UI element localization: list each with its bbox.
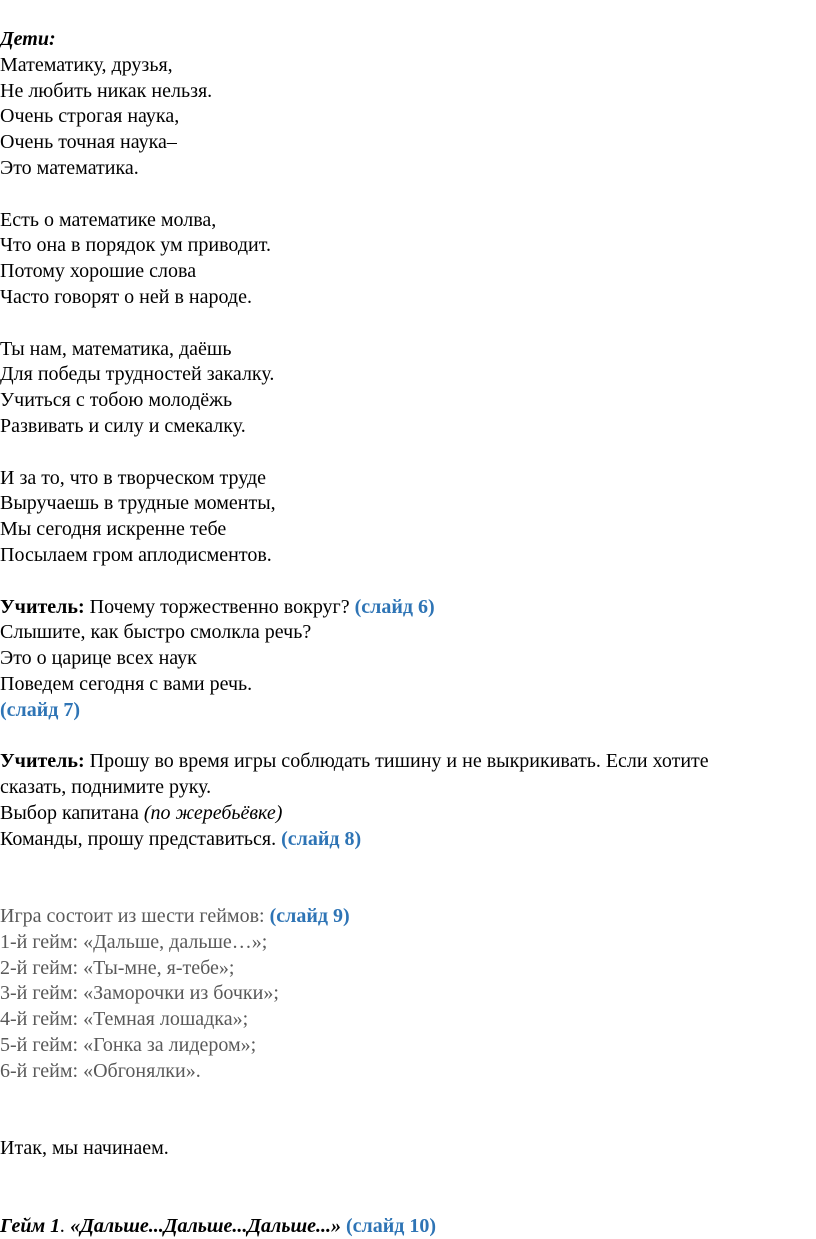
- game-list-item: 5-й гейм: «Гонка за лидером»;: [0, 1034, 257, 1057]
- teacher-line: [0, 749, 810, 775]
- speech-line: Поведем сегодня с вами речь.: [0, 672, 253, 695]
- poem-line: Для победы трудностей закалку.: [0, 363, 275, 386]
- games-intro-text: Игра состоит из шести геймов:: [0, 905, 270, 928]
- games-intro: [0, 904, 810, 930]
- game1-label: Гейм 1: [0, 1214, 61, 1237]
- poem-line: Ты нам, математика, даёшь: [0, 337, 232, 360]
- teams-text: Команды, прошу представиться.: [0, 827, 282, 850]
- speaker-label: Учитель:: [0, 750, 85, 773]
- slide-ref: (слайд 6): [354, 595, 435, 618]
- speech-line: Это о царице всех наук: [0, 647, 197, 670]
- game-list-item: 6-й гейм: «Обгонялки».: [0, 1059, 201, 1082]
- speech-line: сказать, поднимите руку.: [0, 776, 212, 799]
- teacher-block-1: [0, 595, 810, 724]
- slide-ref: (слайд 8): [281, 827, 362, 850]
- game-list-item: 2-й гейм: «Ты-мне, я-тебе»;: [0, 956, 235, 979]
- poem-stanza-1: [0, 53, 810, 182]
- teacher-block-2: [0, 749, 810, 852]
- speech-text: Почему торжественно вокруг?: [84, 595, 355, 618]
- game-list-item: 3-й гейм: «Заморочки из бочки»;: [0, 982, 279, 1005]
- speaker-label: Учитель:: [0, 595, 85, 618]
- poem-stanza-4: [0, 466, 810, 569]
- teacher-line: [0, 595, 810, 621]
- poem-line: Это математика.: [0, 156, 139, 179]
- poem-line: Потому хорошие слова: [0, 260, 197, 283]
- game1-title: «Дальше...Дальше...Дальше...»: [70, 1214, 341, 1237]
- speech-text: Прошу во время игры соблюдать тишину и не выкрикивать. Если хотите: [84, 750, 709, 773]
- poem-stanza-3: [0, 337, 810, 440]
- poem-line: Есть о математике молва,: [0, 208, 217, 231]
- poem-line: Учиться с тобою молодёжь: [0, 389, 233, 412]
- captain-text: Выбор капитана: [0, 801, 144, 824]
- poem-line: И за то, что в творческом труде: [0, 466, 267, 489]
- start-text: Итак, мы начинаем.: [0, 1137, 169, 1160]
- poem-line: Часто говорят о ней в народе.: [0, 285, 252, 308]
- teams-line: [0, 827, 810, 853]
- poem-line: Математику, друзья,: [0, 53, 173, 76]
- poem-line: Очень точная наука–: [0, 131, 177, 154]
- game-list-item: 4-й гейм: «Темная лошадка»;: [0, 1008, 249, 1031]
- poem-line: Очень строгая наука,: [0, 105, 180, 128]
- game1-dot: .: [60, 1214, 71, 1237]
- captain-line: [0, 801, 810, 827]
- poem-line: Выручаешь в трудные моменты,: [0, 492, 276, 515]
- poem-line: Мы сегодня искренне тебе: [0, 518, 227, 541]
- poem-line: Развивать и силу и смекалку.: [0, 414, 246, 437]
- poem-line: Что она в порядок ум приводит.: [0, 234, 271, 257]
- slide-ref: (слайд 9): [269, 905, 350, 928]
- poem-stanza-2: [0, 208, 810, 311]
- captain-note: (по жеребьёвке): [143, 801, 283, 824]
- document-page: [0, 27, 810, 1239]
- children-heading: Дети:: [0, 28, 56, 50]
- speech-line: Слышите, как быстро смолкла речь?: [0, 621, 312, 644]
- game-list-item: 1-й гейм: «Дальше, дальше…»;: [0, 930, 268, 953]
- poem-line: Не любить никак нельзя.: [0, 79, 213, 102]
- poem-line: Посылаем гром аплодисментов.: [0, 543, 272, 566]
- game1-heading: [0, 1214, 810, 1239]
- games-block: [0, 904, 810, 1085]
- slide-ref: (слайд 10): [341, 1214, 437, 1237]
- slide-ref: (слайд 7): [0, 698, 81, 721]
